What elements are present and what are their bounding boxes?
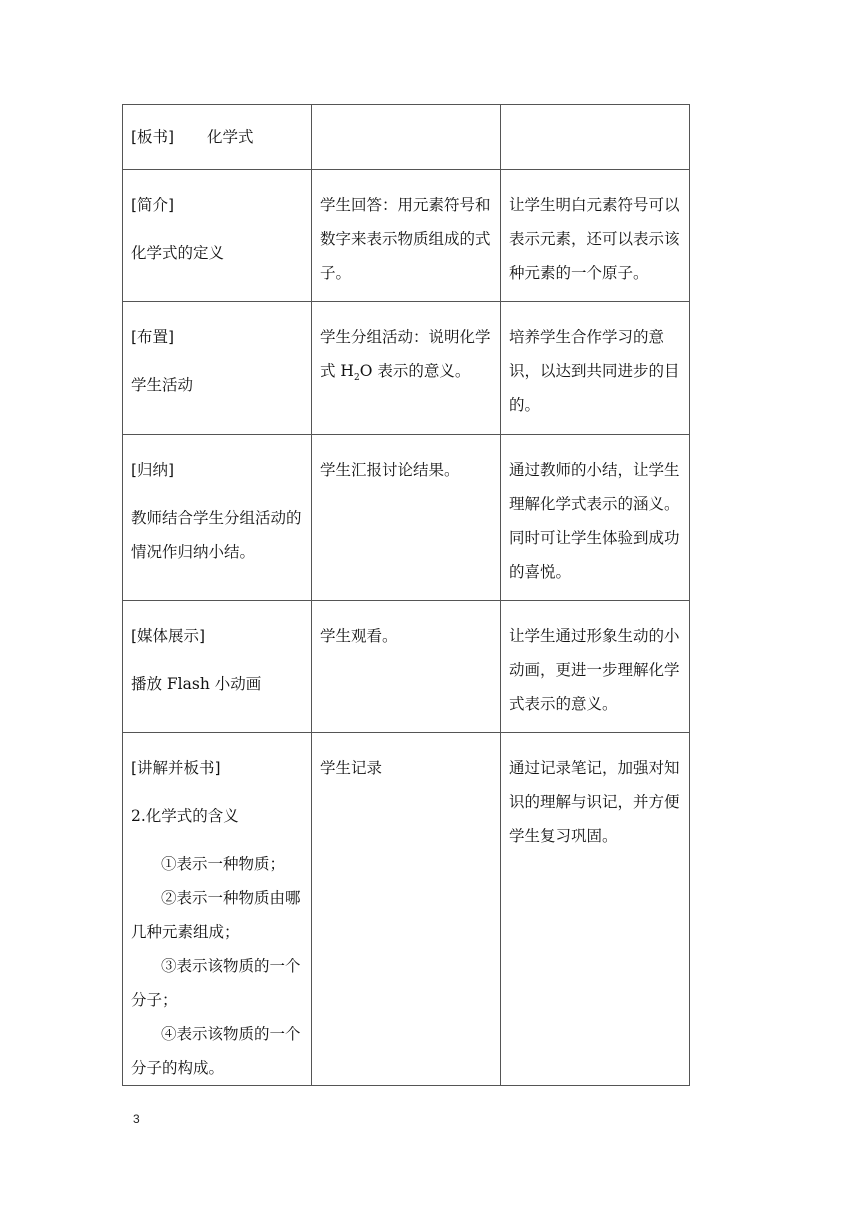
teacher-text: 2.化学式的含义 — [131, 807, 239, 825]
student-text: 学生分组活动：说明化学式 H — [320, 328, 491, 380]
section-heading: [板书] — [131, 128, 175, 146]
teacher-text: 化学式 — [207, 128, 254, 146]
teacher-text: 播放 Flash 小动画 — [131, 675, 262, 693]
student-cell: 学生记录 — [312, 733, 501, 1086]
purpose-cell — [501, 105, 690, 170]
table-row — [123, 105, 690, 170]
teacher-cell — [123, 105, 312, 170]
teacher-text: 化学式的定义 — [131, 244, 225, 262]
table-row — [123, 435, 690, 601]
lesson-plan-table — [122, 104, 690, 1086]
table-row — [123, 601, 690, 733]
teacher-cell — [123, 435, 312, 601]
student-text: O 表示的意义。 — [359, 362, 471, 380]
purpose-cell: 让学生明白元素符号可以表示元素，还可以表示该种元素的一个原子。 — [501, 170, 690, 302]
student-cell: 学生汇报讨论结果。 — [312, 435, 501, 601]
table-row — [123, 733, 690, 1086]
section-heading: [讲解并板书] — [131, 759, 221, 777]
page-number: 3 — [133, 1112, 140, 1126]
purpose-cell: 通过教师的小结，让学生理解化学式表示的涵义。同时可让学生体验到成功的喜悦。 — [501, 435, 690, 601]
list-item: ②表示一种物质由哪几种元素组成； — [131, 889, 301, 941]
teacher-cell — [123, 601, 312, 733]
section-heading: [布置] — [131, 328, 175, 346]
table-row — [123, 170, 690, 302]
student-cell — [312, 302, 501, 435]
list-item: ①表示一种物质； — [161, 855, 286, 873]
teacher-cell — [123, 170, 312, 302]
list-item: ③表示该物质的一个分子； — [131, 957, 301, 1009]
list-item: ④表示该物质的一个分子的构成。 — [131, 1025, 301, 1077]
section-heading: [媒体展示] — [131, 627, 206, 645]
section-heading: [归纳] — [131, 461, 175, 479]
teacher-text: 学生活动 — [131, 376, 194, 394]
teacher-cell — [123, 733, 312, 1086]
purpose-cell: 让学生通过形象生动的小动画，更进一步理解化学式表示的意义。 — [501, 601, 690, 733]
meaning-list — [131, 847, 303, 1085]
student-cell — [312, 105, 501, 170]
student-cell: 学生观看。 — [312, 601, 501, 733]
subscript: 2 — [353, 373, 360, 384]
table-row — [123, 302, 690, 435]
student-cell: 学生回答：用元素符号和数字来表示物质组成的式子。 — [312, 170, 501, 302]
purpose-cell: 通过记录笔记，加强对知识的理解与识记，并方便学生复习巩固。 — [501, 733, 690, 1086]
purpose-cell: 培养学生合作学习的意识，以达到共同进步的目的。 — [501, 302, 690, 435]
section-heading: [简介] — [131, 196, 175, 214]
teacher-text: 教师结合学生分组活动的情况作归纳小结。 — [131, 509, 302, 561]
teacher-cell — [123, 302, 312, 435]
